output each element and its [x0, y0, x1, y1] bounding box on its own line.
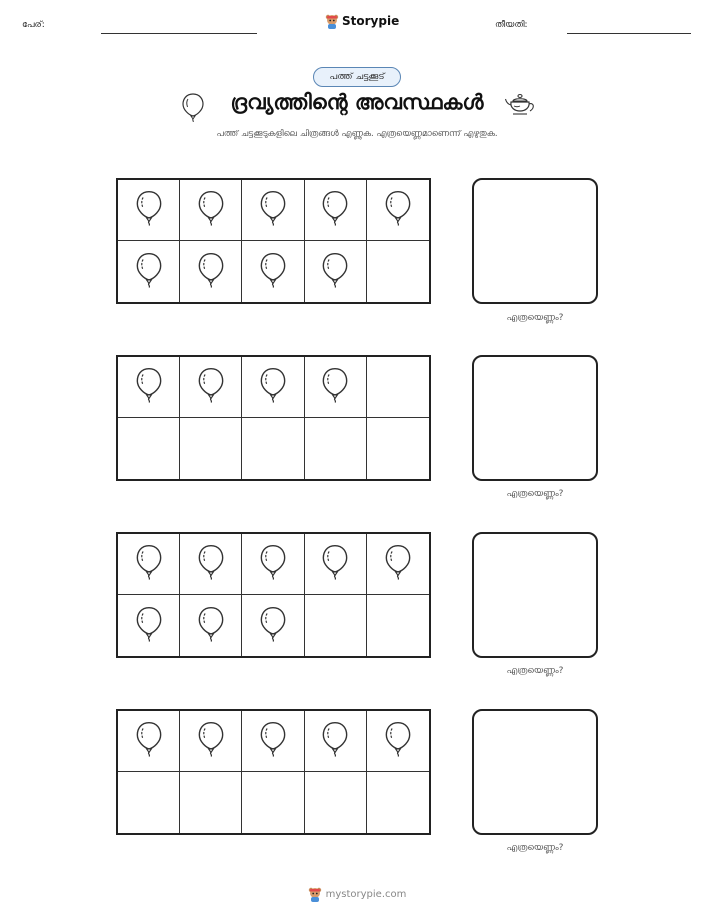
how-many-label-3: എത്രയെണ്ണം?: [506, 666, 564, 676]
name-line[interactable]: [101, 33, 257, 34]
ten-frame-1: [116, 178, 431, 304]
page-title: ദ്രവ്യത്തിന്റെ അവസ്ഥകൾ: [230, 90, 484, 114]
brand-logo: [325, 13, 399, 29]
frame-cell: [305, 241, 367, 302]
frame-cell: [367, 534, 429, 595]
frame-cell: [305, 180, 367, 241]
frame-cell: [180, 418, 242, 479]
balloon-icon: [197, 720, 225, 762]
frame-cell: [367, 711, 429, 772]
frame-cell: [118, 595, 180, 656]
topic-badge: പത്ത് ചട്ടക്കൂട്: [313, 67, 401, 87]
frame-cell: [305, 772, 367, 833]
how-many-label-2: എത്രയെണ്ണം?: [506, 489, 564, 499]
frame-cell: [242, 711, 304, 772]
date-label: തീയതി:: [495, 20, 528, 30]
balloon-icon: [135, 720, 163, 762]
answer-box-1[interactable]: [472, 178, 598, 304]
balloon-icon: [197, 605, 225, 647]
balloon-icon: [135, 543, 163, 585]
ten-frame-2: [116, 355, 431, 481]
frame-cell: [367, 595, 429, 656]
balloon-icon: [384, 189, 412, 231]
frame-cell: [305, 595, 367, 656]
frame-cell: [242, 241, 304, 302]
balloon-icon: [384, 720, 412, 762]
frame-cell: [180, 595, 242, 656]
balloon-icon: [135, 189, 163, 231]
teapot-icon: [505, 92, 537, 120]
balloon-icon: [259, 605, 287, 647]
frame-cell: [180, 241, 242, 302]
balloon-icon: [135, 366, 163, 408]
frame-cell: [242, 180, 304, 241]
how-many-label-4: എത്രയെണ്ണം?: [506, 843, 564, 853]
name-label: പേര്:: [22, 20, 45, 30]
balloon-icon: [321, 251, 349, 293]
frame-cell: [180, 180, 242, 241]
balloon-icon: [321, 543, 349, 585]
ten-frame-3: [116, 532, 431, 658]
footer: [0, 886, 714, 902]
balloon-icon: [321, 720, 349, 762]
frame-cell: [118, 241, 180, 302]
frame-cell: [180, 711, 242, 772]
frame-cell: [242, 772, 304, 833]
frame-cell: [242, 418, 304, 479]
frame-cell: [305, 711, 367, 772]
balloon-icon: [321, 366, 349, 408]
brand-name: Storypie: [342, 14, 400, 28]
how-many-label-1: എത്രയെണ്ണം?: [506, 313, 564, 323]
balloon-icon: [197, 543, 225, 585]
frame-cell: [242, 595, 304, 656]
balloon-icon: [197, 366, 225, 408]
frame-cell: [118, 711, 180, 772]
frame-cell: [180, 534, 242, 595]
storypie-mascot-icon: [325, 13, 339, 29]
frame-cell: [118, 180, 180, 241]
balloon-icon: [135, 251, 163, 293]
frame-cell: [180, 772, 242, 833]
frame-cell: [180, 357, 242, 418]
balloon-icon: [321, 189, 349, 231]
balloon-icon: [259, 543, 287, 585]
date-line[interactable]: [567, 33, 691, 34]
frame-cell: [242, 357, 304, 418]
answer-box-2[interactable]: [472, 355, 598, 481]
balloon-icon: [259, 251, 287, 293]
balloon-icon: [259, 366, 287, 408]
balloon-icon: [197, 251, 225, 293]
footer-url[interactable]: mystorypie.com: [325, 888, 407, 900]
balloon-icon: [135, 605, 163, 647]
frame-cell: [367, 772, 429, 833]
frame-cell: [118, 772, 180, 833]
instructions: പത്ത് ചട്ടക്കൂടുകളിലെ ചിത്രങ്ങൾ എണ്ണുക. എത്രയെണ്ണമാണെന്ന് എഴുതുക.: [216, 129, 498, 139]
ten-frame-4: [116, 709, 431, 835]
frame-cell: [367, 180, 429, 241]
balloon-icon: [384, 543, 412, 585]
answer-box-3[interactable]: [472, 532, 598, 658]
frame-cell: [305, 418, 367, 479]
balloon-icon: [197, 189, 225, 231]
frame-cell: [367, 418, 429, 479]
frame-cell: [305, 534, 367, 595]
frame-cell: [118, 357, 180, 418]
frame-cell: [367, 357, 429, 418]
frame-cell: [118, 534, 180, 595]
answer-box-4[interactable]: [472, 709, 598, 835]
frame-cell: [367, 241, 429, 302]
frame-cell: [305, 357, 367, 418]
frame-cell: [242, 534, 304, 595]
frame-cell: [118, 418, 180, 479]
balloon-icon: [259, 720, 287, 762]
balloon-icon: [259, 189, 287, 231]
storypie-mascot-icon: [308, 886, 322, 902]
